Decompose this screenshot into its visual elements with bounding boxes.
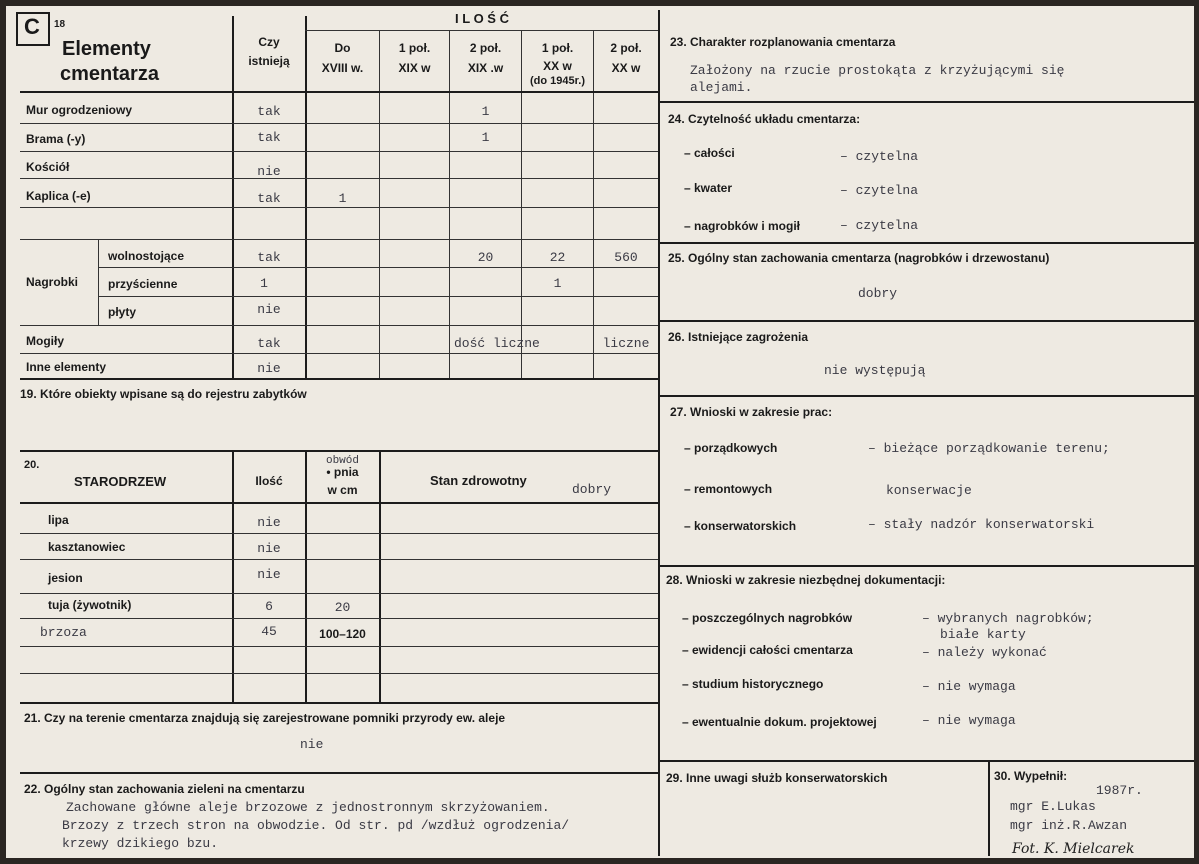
- s20-title: STARODRZEW: [74, 474, 167, 489]
- s30-year: 1987r.: [1096, 783, 1143, 798]
- header-bottom-line: [20, 91, 658, 93]
- tree-count: nie: [257, 515, 281, 530]
- tree-girth: 100–120: [319, 627, 366, 641]
- s30-person-1: mgr E.Lukas: [1010, 799, 1096, 814]
- s24-item-label: – nagrobków i mogił: [684, 219, 801, 233]
- s21-value: nie: [300, 737, 324, 752]
- stan-value: dobry: [572, 482, 612, 497]
- section-line: [660, 101, 1194, 103]
- tree-count: 45: [261, 624, 277, 639]
- card-number: 18: [54, 19, 66, 30]
- row-value: 20: [477, 250, 494, 265]
- col-exists-header-2: istnieją: [248, 54, 290, 68]
- row-value: 1: [553, 276, 562, 291]
- row-value: 1: [338, 191, 347, 206]
- col-ilosc: Ilość: [255, 474, 283, 488]
- section-line: [660, 565, 1194, 567]
- row-line: [20, 618, 658, 619]
- row-line: [20, 673, 658, 674]
- s30-photo-credit: Fot. K. Mielcarek: [1012, 841, 1135, 857]
- row-label: Inne elementy: [26, 360, 107, 374]
- tree-girth: 20: [334, 600, 351, 615]
- row-label: Mogiły: [26, 334, 64, 348]
- row-line: [20, 178, 658, 179]
- tree-name: lipa: [48, 513, 69, 527]
- row-value: liczne: [602, 336, 650, 351]
- nagrobki-divider: [98, 239, 99, 325]
- row-label: Kaplica (-e): [26, 189, 91, 203]
- section-line: [660, 395, 1194, 397]
- row-exists: tak: [257, 191, 281, 206]
- record-card: [6, 6, 1194, 858]
- col-exists-header-1: Czy: [258, 35, 280, 49]
- s30-person-2: mgr inż.R.Awzan: [1010, 818, 1128, 833]
- s27-item-value: – bieżące porządkowanie terenu;: [868, 441, 1110, 456]
- col-header: XVIII w.: [321, 61, 364, 75]
- row-value: dość liczne: [454, 336, 540, 351]
- s30-label: 30. Wypełnił:: [994, 769, 1068, 783]
- row-exists: tak: [257, 336, 281, 351]
- s28-item-label: – ewentualnie dokum. projektowej: [682, 715, 877, 729]
- col-header: 1 poł.: [541, 41, 574, 55]
- s29-label: 29. Inne uwagi służb konserwatorskich: [666, 771, 888, 785]
- row-exists: tak: [257, 130, 281, 145]
- s24-item-label: – kwater: [684, 181, 733, 195]
- section-line: [20, 702, 658, 704]
- s28-item-value: – wybranych nagrobków;: [922, 611, 1094, 626]
- s26-label: 26. Istniejące zagrożenia: [668, 330, 809, 344]
- row-line: [20, 239, 658, 240]
- s22-line-3: krzewy dzikiego bzu.: [62, 836, 219, 851]
- s28-item-label: – studium historycznego: [682, 677, 824, 691]
- section-line: [20, 378, 658, 380]
- tree-name: jesion: [48, 571, 83, 585]
- s28-label: 28. Wnioski w zakresie niezbędnej dokumentacji:: [666, 573, 946, 587]
- col-header: (do 1945r.): [529, 75, 586, 87]
- nagrobki-row-label: płyty: [108, 305, 137, 319]
- col-stan: Stan zdrowotny: [430, 473, 527, 488]
- col-header: XX w: [543, 59, 572, 73]
- s27-item-label: – konserwatorskich: [684, 519, 797, 533]
- row-line: [20, 353, 658, 354]
- s23-line-2: alejami.: [690, 80, 753, 95]
- row-line: [20, 646, 658, 647]
- col-obwod-2: w cm: [327, 483, 358, 497]
- tree-count: 6: [265, 599, 273, 614]
- row-value: 560: [614, 250, 638, 265]
- col-header: 2 poł.: [610, 41, 642, 55]
- nagrobki-row-label: wolnostojące: [108, 249, 185, 263]
- s25-value: dobry: [858, 286, 898, 301]
- s28-item-value-2: białe karty: [940, 627, 1026, 642]
- row-value: 1: [481, 130, 490, 145]
- row-line: [20, 325, 658, 326]
- col-header: Do: [334, 41, 351, 55]
- s28-item-label: – ewidencji całości cmentarza: [682, 643, 853, 657]
- tree-header-line: [20, 502, 658, 504]
- row-exists: nie: [257, 164, 281, 179]
- row-label: Brama (-y): [26, 132, 86, 146]
- tree-name: kasztanowiec: [48, 540, 126, 554]
- col-header: XIX .w: [467, 61, 504, 75]
- row-value: 1: [481, 104, 490, 119]
- section-line: [660, 242, 1194, 244]
- s28-item-value: – nie wymaga: [922, 679, 1016, 694]
- col-header: 1 poł.: [398, 41, 431, 55]
- col-header: XIX w: [398, 61, 431, 75]
- s27-item-label: – porządkowych: [684, 441, 778, 455]
- section-line: [20, 772, 658, 774]
- tree-col-3: [379, 450, 381, 702]
- row-exists: nie: [257, 361, 281, 376]
- col-header: XX w: [611, 61, 641, 75]
- row-line: [20, 593, 658, 594]
- row-value: 22: [549, 250, 566, 265]
- s28-item-value: – nie wymaga: [922, 713, 1016, 728]
- title-line-1: Elementy: [62, 38, 151, 60]
- s28-item-label: – poszczególnych nagrobków: [682, 611, 853, 625]
- nagrobki-row-label: przyścienne: [108, 277, 178, 291]
- section-line: [660, 760, 1194, 762]
- s21-label: 21. Czy na terenie cmentarza znajdują się zarejestrowane pomniki przyrody ew. aleje: [24, 711, 506, 725]
- row-line: [20, 123, 658, 124]
- row-line: [98, 267, 658, 268]
- s26-value: nie występują: [824, 363, 926, 378]
- nagrobki-label: Nagrobki: [26, 275, 79, 289]
- row-exists: tak: [257, 104, 281, 119]
- s22-line-1: Zachowane główne aleje brzozowe z jednostronnym skrzyżowaniem.: [66, 800, 550, 815]
- col-obwod-top: obwód: [325, 455, 359, 467]
- s24-item-value: – czytelna: [840, 149, 919, 164]
- divider-center: [658, 10, 660, 856]
- s27-item-value: – stały nadzór konserwatorski: [868, 517, 1095, 532]
- s29-s30-divider: [988, 760, 990, 856]
- section-letter: C: [24, 14, 40, 39]
- row-line: [98, 296, 658, 297]
- tree-count: nie: [257, 541, 281, 556]
- s22-line-2: Brzozy z trzech stron na obwodzie. Od str. pd /wzdłuż ogrodzenia/: [62, 818, 570, 833]
- s24-label: 24. Czytelność układu cmentarza:: [668, 112, 861, 126]
- s25-label: 25. Ogólny stan zachowania cmentarza (nagrobków i drzewostanu): [668, 251, 1050, 265]
- row-line: [20, 559, 658, 560]
- ilosc-line: [305, 30, 658, 31]
- row-exists: nie: [257, 302, 281, 317]
- s28-item-value: – należy wykonać: [922, 645, 1047, 660]
- row-exists: tak: [257, 250, 281, 265]
- col-obwod-1: • pnia: [326, 465, 359, 479]
- row-line: [20, 207, 658, 208]
- s20-num: 20.: [24, 459, 40, 471]
- tree-count: nie: [257, 567, 281, 582]
- s24-item-label: – całości: [684, 146, 735, 160]
- tree-name: brzoza: [40, 625, 87, 640]
- row-label: Kościół: [26, 160, 70, 174]
- section-line: [20, 450, 658, 452]
- row-exists: 1: [260, 276, 268, 291]
- section-line: [660, 320, 1194, 322]
- title-line-2: cmentarza: [60, 63, 159, 85]
- tree-name: tuja (żywotnik): [48, 598, 132, 612]
- row-line: [20, 151, 658, 152]
- s27-item-label: – remontowych: [684, 482, 773, 496]
- s23-line-1: Założony na rzucie prostokąta z krzyżującymi się: [690, 63, 1065, 78]
- row-line: [20, 533, 658, 534]
- s24-item-value: – czytelna: [840, 218, 919, 233]
- col-header: 2 poł.: [469, 41, 502, 55]
- s19-label: 19. Które obiekty wpisane są do rejestru zabytków: [20, 387, 307, 401]
- s23-label: 23. Charakter rozplanowania cmentarza: [670, 35, 896, 49]
- s27-label: 27. Wnioski w zakresie prac:: [670, 405, 833, 419]
- row-label: Mur ogrodzeniowy: [26, 103, 132, 117]
- s22-label: 22. Ogólny stan zachowania zieleni na cmentarzu: [24, 782, 305, 796]
- ilosc-header: I L O Ś Ć: [455, 11, 509, 26]
- s24-item-value: – czytelna: [840, 183, 919, 198]
- s27-item-value: konserwacje: [886, 483, 972, 498]
